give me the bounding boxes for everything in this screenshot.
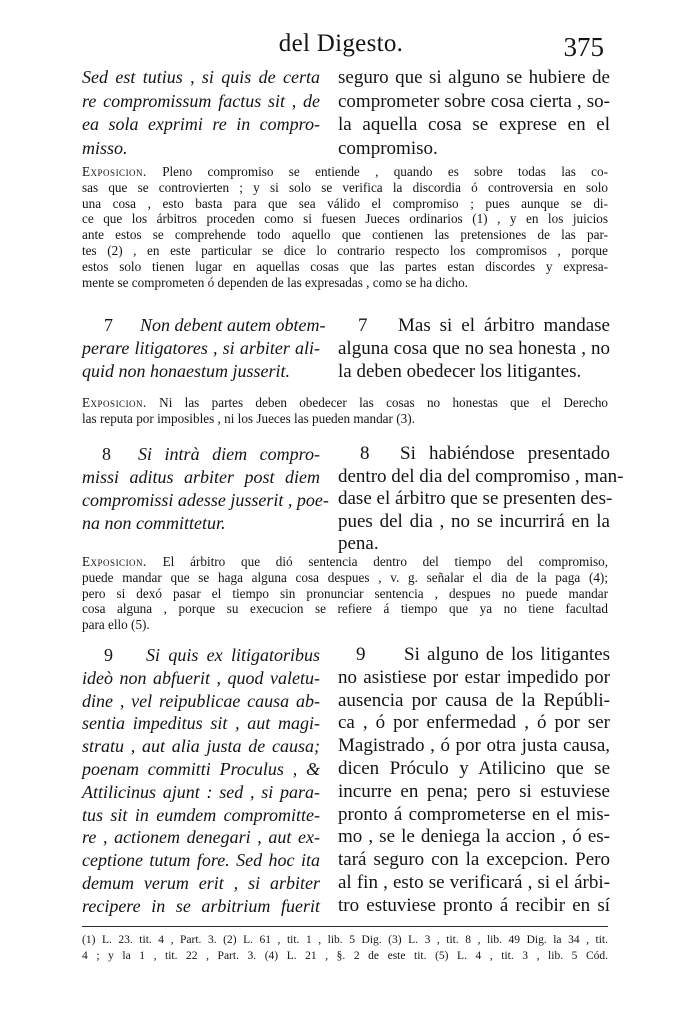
spanish-line: comprometer sobre cosa cierta , so- xyxy=(338,90,610,112)
latin-line: tus sit in eumdem compromitte- xyxy=(82,804,320,825)
paragraph-7 xyxy=(82,314,610,382)
latin-line: ceptione tutum fore. Sed hoc ita xyxy=(82,850,320,871)
exposition-line: ce que los árbitros proceden como si fuesen Jueces ordinarios (1) , y en los juicios xyxy=(82,211,608,227)
spanish-line: no asistiese por estar impedido por xyxy=(338,666,610,688)
exposition-line: mente se comprometen ó dependen de las expresadas , como se ha dicho. xyxy=(82,274,468,290)
spanish-line: incurre en pena; pero si estuviese xyxy=(338,780,610,802)
exposition-line: las reputa por imposibles , ni los Jueces las pueden mandar (3). xyxy=(82,410,415,426)
exposition-line: cosa alguna , porque su execucion se refiere á tiempo que ya no tiene facultad xyxy=(82,601,608,617)
spanish-line: dase el árbitro que se presenten des- xyxy=(338,488,613,509)
latin-line: poenam committi Proculus , & xyxy=(82,758,320,779)
exposition-line: Exposicion. Ni las partes deben obedecer las cosas no honestas que el Derecho xyxy=(82,395,609,410)
latin-line: Attilicinus ajunt : sed , si para- xyxy=(82,781,320,802)
exposition-label: Exposicion. xyxy=(82,395,147,410)
exposition-line: Exposicion. Pleno compromiso se entiende , quando es sobre todas las co- xyxy=(82,164,609,179)
latin-line: missi aditus arbiter post diem xyxy=(82,467,320,487)
spanish-line: seguro que si alguno se hubiere de xyxy=(338,67,610,88)
exposition-line: ante estos se comprehende todo aquello que contienen las pretensiones de las par- xyxy=(82,227,608,243)
latin-line: sentia impeditus sit , aut magi- xyxy=(82,713,320,734)
spanish-column xyxy=(338,314,610,383)
latin-line: 9 Si quis ex litigatoribus xyxy=(82,644,320,667)
latin-column xyxy=(82,66,320,160)
spanish-line: tará seguro con la excepcion. Pero xyxy=(338,849,610,871)
paragraph-number: 9 xyxy=(104,645,113,665)
spanish-column xyxy=(338,644,610,918)
latin-line: re compromissum factus sit , de xyxy=(82,90,320,111)
spanish-line: 7 Mas si el árbitro mandase xyxy=(338,314,610,337)
exposition-line: para ello (5). xyxy=(82,617,150,633)
spanish-line: ca , ó por enfermedad , ó por ser xyxy=(338,712,610,734)
latin-line: quid non honaestum jusserit. xyxy=(82,361,291,381)
footnote-line: 4 ; y la 1 , tit. 22 , Part. 3. (4) L. 21 , §. 2 de este tit. (5) L. 4 , tit. 3 , lib. 5 Cód. xyxy=(82,950,608,962)
spanish-line: la aquella cosa se exprese en el xyxy=(338,114,610,135)
spanish-line: dicen Próculo y Atilicino que se xyxy=(338,757,610,779)
paragraph-number: 8 xyxy=(102,444,111,464)
paragraph-8 xyxy=(82,443,624,554)
paragraph-number: 7 xyxy=(358,315,368,336)
paragraph-0 xyxy=(82,66,610,159)
paragraph-number: 8 xyxy=(360,443,370,464)
spanish-line: compromiso. xyxy=(338,137,438,159)
spanish-line: tro estuviese pronto á recibir en sí xyxy=(338,894,610,916)
footnote-rule xyxy=(82,926,608,927)
paragraph-number: 7 xyxy=(104,315,113,335)
exposition-line: estos solo tienen lugar en aquellas cosas que las partes estan discordes y expresa- xyxy=(82,258,608,274)
latin-line: re , actionem denegari , aut ex- xyxy=(82,827,320,848)
latin-line: Sed est tutius , si quis de certa xyxy=(82,67,320,87)
page-number: 375 xyxy=(563,32,604,62)
exposition-label: Exposicion. xyxy=(82,554,147,569)
paragraph-9 xyxy=(82,644,610,922)
exposition-2 xyxy=(82,395,608,427)
exposition-line: pero si dexó pasar el tiempo sin pronunciar sentencia , despues no puede mandar xyxy=(82,585,608,601)
exposition-3 xyxy=(82,554,608,633)
spanish-line: dentro del dia del compromiso , man- xyxy=(338,465,624,487)
latin-line: recipere in se arbitrium fuerit xyxy=(82,895,320,916)
exposition-line: sas que se controvierten ; y si solo se verifica la discordia ó controversia en solo xyxy=(82,179,608,195)
latin-column xyxy=(82,314,326,383)
spanish-line: 8 Si habiéndose presentado xyxy=(338,443,610,466)
spanish-line: pronto á comprometerse en el mis- xyxy=(338,803,610,825)
spanish-line: mo , se le deniega la accion , ó es- xyxy=(338,826,610,848)
latin-line: misso. xyxy=(82,137,128,158)
spanish-column xyxy=(338,66,610,160)
spanish-line: alguna cosa que no sea honesta , no xyxy=(338,338,610,359)
spanish-line: Magistrado , ó por otra justa causa, xyxy=(338,735,610,757)
spanish-line: 9 Si alguno de los litigantes xyxy=(338,644,610,667)
latin-line: perare litigatores , si arbiter ali- xyxy=(82,338,320,358)
exposition-line: tes (2) , en este particular se dice lo contrario respecto los compromisos , porque xyxy=(82,242,608,258)
latin-column xyxy=(82,443,329,535)
latin-line: stratu , aut alia justa de causa; xyxy=(82,736,320,757)
latin-line: ea sola exprimi re in compro- xyxy=(82,114,320,134)
exposition-1 xyxy=(82,164,608,290)
exposition-line: una cosa , esto basta para que sea válido el compromiso ; pues aunque se di- xyxy=(82,195,608,211)
exposition-label: Exposicion. xyxy=(82,164,147,179)
latin-column xyxy=(82,644,320,918)
running-title: del Digesto. xyxy=(278,30,404,57)
spanish-line: al fin , esto se verificará , si el árbi- xyxy=(338,871,610,893)
latin-line: demum verum erit , si arbiter xyxy=(82,872,320,893)
footnote-line: (1) L. 23. tit. 4 , Part. 3. (2) L. 61 , tit. 1 , lib. 5 Dig. (3) L. 3 , tit. 8 , lib. 49 Dig. la 34 , tit. xyxy=(82,934,608,946)
latin-line: ideò non abfuerit , quod valetu- xyxy=(82,667,320,688)
latin-line: compromissi adesse jusserit , poe- xyxy=(82,490,329,510)
paragraph-number: 9 xyxy=(356,644,366,665)
spanish-line: ausencia por causa de la Repúbli- xyxy=(338,689,610,711)
spanish-line: pues del dia , no se incurrirá en la xyxy=(338,510,610,532)
exposition-line: Exposicion. El árbitro que dió sentencia dentro del tiempo del compromiso, xyxy=(82,554,609,569)
footnotes xyxy=(82,932,608,964)
exposition-line: puede mandar que se haga alguna cosa despues , v. g. señalar el dia de la paga (4); xyxy=(82,569,608,585)
latin-line: 8 Si intrà diem compro- xyxy=(82,443,320,466)
spanish-column xyxy=(338,443,624,556)
latin-line: na non committetur. xyxy=(82,513,226,533)
spanish-line: la deben obedecer los litigantes. xyxy=(338,361,582,382)
spanish-line: pena. xyxy=(338,533,379,554)
latin-line: dine , vel reipublicae causa ab- xyxy=(82,690,320,711)
latin-line: 7 Non debent autem obtem- xyxy=(82,314,320,337)
